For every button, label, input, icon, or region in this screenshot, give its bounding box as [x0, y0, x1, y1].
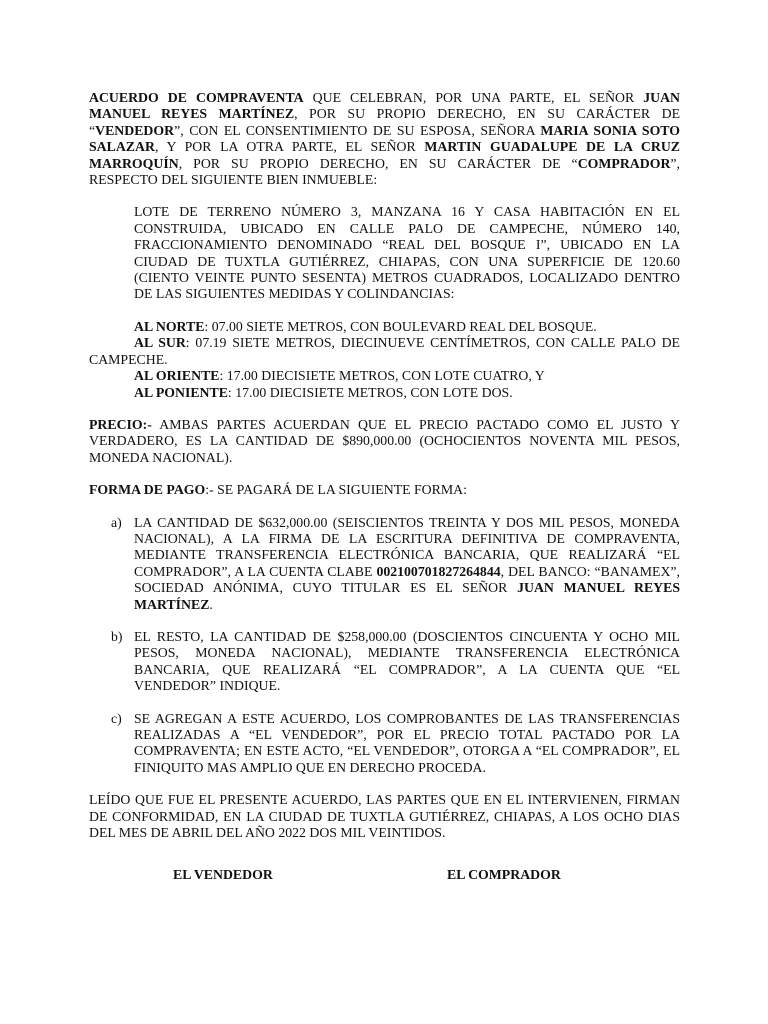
payment-item-b: b) EL RESTO, LA CANTIDAD DE $258,000.00 (DOSCIENTOS CINCUENTA Y OCHO MIL PESOS, MONEDA NACIONAL), MEDIANTE TRANSFERENCIA ELECTRÓNICA BANCARIA, QUE REALIZARÁ “EL COMPRADOR”, A LA CUENTA QUE “EL VENDEDOR” INDIQUE.: [111, 628, 680, 694]
buyer-name: MARTIN GUADALUPE DE LA CRUZ MARROQUÍN: [89, 139, 680, 171]
price-paragraph: PRECIO:- AMBAS PARTES ACUERDAN QUE EL PRECIO PACTADO COMO EL JUSTO Y VERDADERO, ES LA CANTIDAD DE $890,000.00 (OCHOCIENTOS NOVENTA MIL PESOS, MONEDA NACIONAL).: [89, 416, 680, 465]
signature-block: [89, 867, 680, 887]
spouse-name: MARIA SONIA SOTO SALAZAR: [89, 122, 680, 155]
intro-paragraph: ACUERDO DE COMPRAVENTA QUE CELEBRAN, POR UNA PARTE, EL SEÑOR JUAN MANUEL REYES MARTÍNEZ, POR SU PROPIO DERECHO, EN SU CARÁCTER DE “VENDEDOR”, CON EL CONSENTIMIENTO DE SU ESPOSA, SEÑORA MARIA SONIA SOTO SALAZAR, Y POR LA OTRA PARTE, EL SEÑOR MARTIN GUADALUPE DE LA CRUZ MARROQUÍN, POR SU PROPIO DERECHO, EN SU CARÁCTER DE “COMPRADOR”, RESPECTO DEL SIGUIENTE BIEN INMUEBLE:: [89, 90, 681, 188]
boundary-east: AL ORIENTE: 17.00 DIECISIETE METROS, CON LOTE CUATRO, Y: [134, 368, 545, 384]
payment-label: FORMA DE PAGO: [89, 482, 206, 498]
seller-name: JUAN MANUEL REYES MARTÍNEZ: [89, 90, 680, 122]
boundary-west: AL PONIENTE: 17.00 DIECISIETE METROS, CON LOTE DOS.: [134, 384, 513, 400]
buyer-signature-label: EL COMPRADOR: [447, 867, 561, 883]
closing-paragraph: LEÍDO QUE FUE EL PRESENTE ACUERDO, LAS PARTES QUE EN EL INTERVIENEN, FIRMAN DE CONFORMIDAD, EN LA CIUDAD DE TUXTLA GUTIÉRREZ, CHIAPAS, A LOS OCHO DIAS DEL MES DE ABRIL DEL AÑO 2022 DOS MIL VEINTIDOS.: [89, 792, 680, 841]
payment-item-c: c) SE AGREGAN A ESTE ACUERDO, LOS COMPROBANTES DE LAS TRANSFERENCIAS REALIZADAS A “EL VENDEDOR”, POR EL PRECIO TOTAL PACTADO POR LA COMPRAVENTA; EN ESTE ACTO, “EL VENDEDOR”, OTORGA A “EL COMPRADOR”, EL FINIQUITO MAS AMPLIO QUE EN DERECHO PROCEDA.: [111, 710, 680, 775]
list-marker: a): [111, 514, 122, 530]
payment-heading: FORMA DE PAGO:- SE PAGARÁ DE LA SIGUIENTE FORMA:: [89, 482, 467, 498]
buyer-role: COMPRADOR: [577, 155, 671, 171]
account-holder: JUAN MANUEL REYES MARTÍNEZ: [134, 580, 680, 612]
list-marker: b): [111, 628, 123, 644]
payment-item-a: a) LA CANTIDAD DE $632,000.00 (SEISCIENTOS TREINTA Y DOS MIL PESOS, MONEDA NACIONAL), A LA FIRMA DE LA ESCRITURA DEFINITIVA DE COMPRAVENTA, MEDIANTE TRANSFERENCIA ELECTRÓNICA BANCARIA, QUE REALIZARÁ “EL COMPRADOR”, A LA CUENTA CLABE 002100701827264844, DEL BANCO: “BANAMEX”, SOCIEDAD ANÓNIMA, CUYO TITULAR ES EL SEÑOR JUAN MANUEL REYES MARTÍNEZ.: [111, 514, 680, 612]
contract-title: ACUERDO DE COMPRAVENTA: [89, 90, 304, 105]
account-clabe: 002100701827264844: [376, 563, 501, 579]
seller-signature-label: EL VENDEDOR: [173, 867, 273, 883]
boundary-north: AL NORTE: 07.00 SIETE METROS, CON BOULEVARD REAL DEL BOSQUE.: [134, 318, 597, 334]
boundary-south: AL SUR: 07.19 SIETE METROS, DIECINUEVE CENTÍMETROS, CON CALLE PALO DE CAMPECHE.: [89, 335, 680, 367]
contract-document: [89, 90, 680, 887]
seller-role: VENDEDOR: [95, 122, 175, 138]
price-label: PRECIO:-: [89, 416, 152, 432]
property-description: LOTE DE TERRENO NÚMERO 3, MANZANA 16 Y CASA HABITACIÓN EN EL CONSTRUIDA, UBICADO EN CALLE PALO DE CAMPECHE, NÚMERO 140, FRACCIONAMIENTO DENOMINADO “REAL DEL BOSQUE I”, UBICADO EN LA CIUDAD DE TUXTLA GUTIÉRREZ, CHIAPAS, CON UNA SUPERFICIE DE 120.60 (CIENTO VEINTE PUNTO SESENTA) METROS CUADRADOS, LOCALIZADO DENTRO DE LAS SIGUIENTES MEDIDAS Y COLINDANCIAS:: [134, 204, 680, 302]
list-marker: c): [111, 710, 122, 726]
